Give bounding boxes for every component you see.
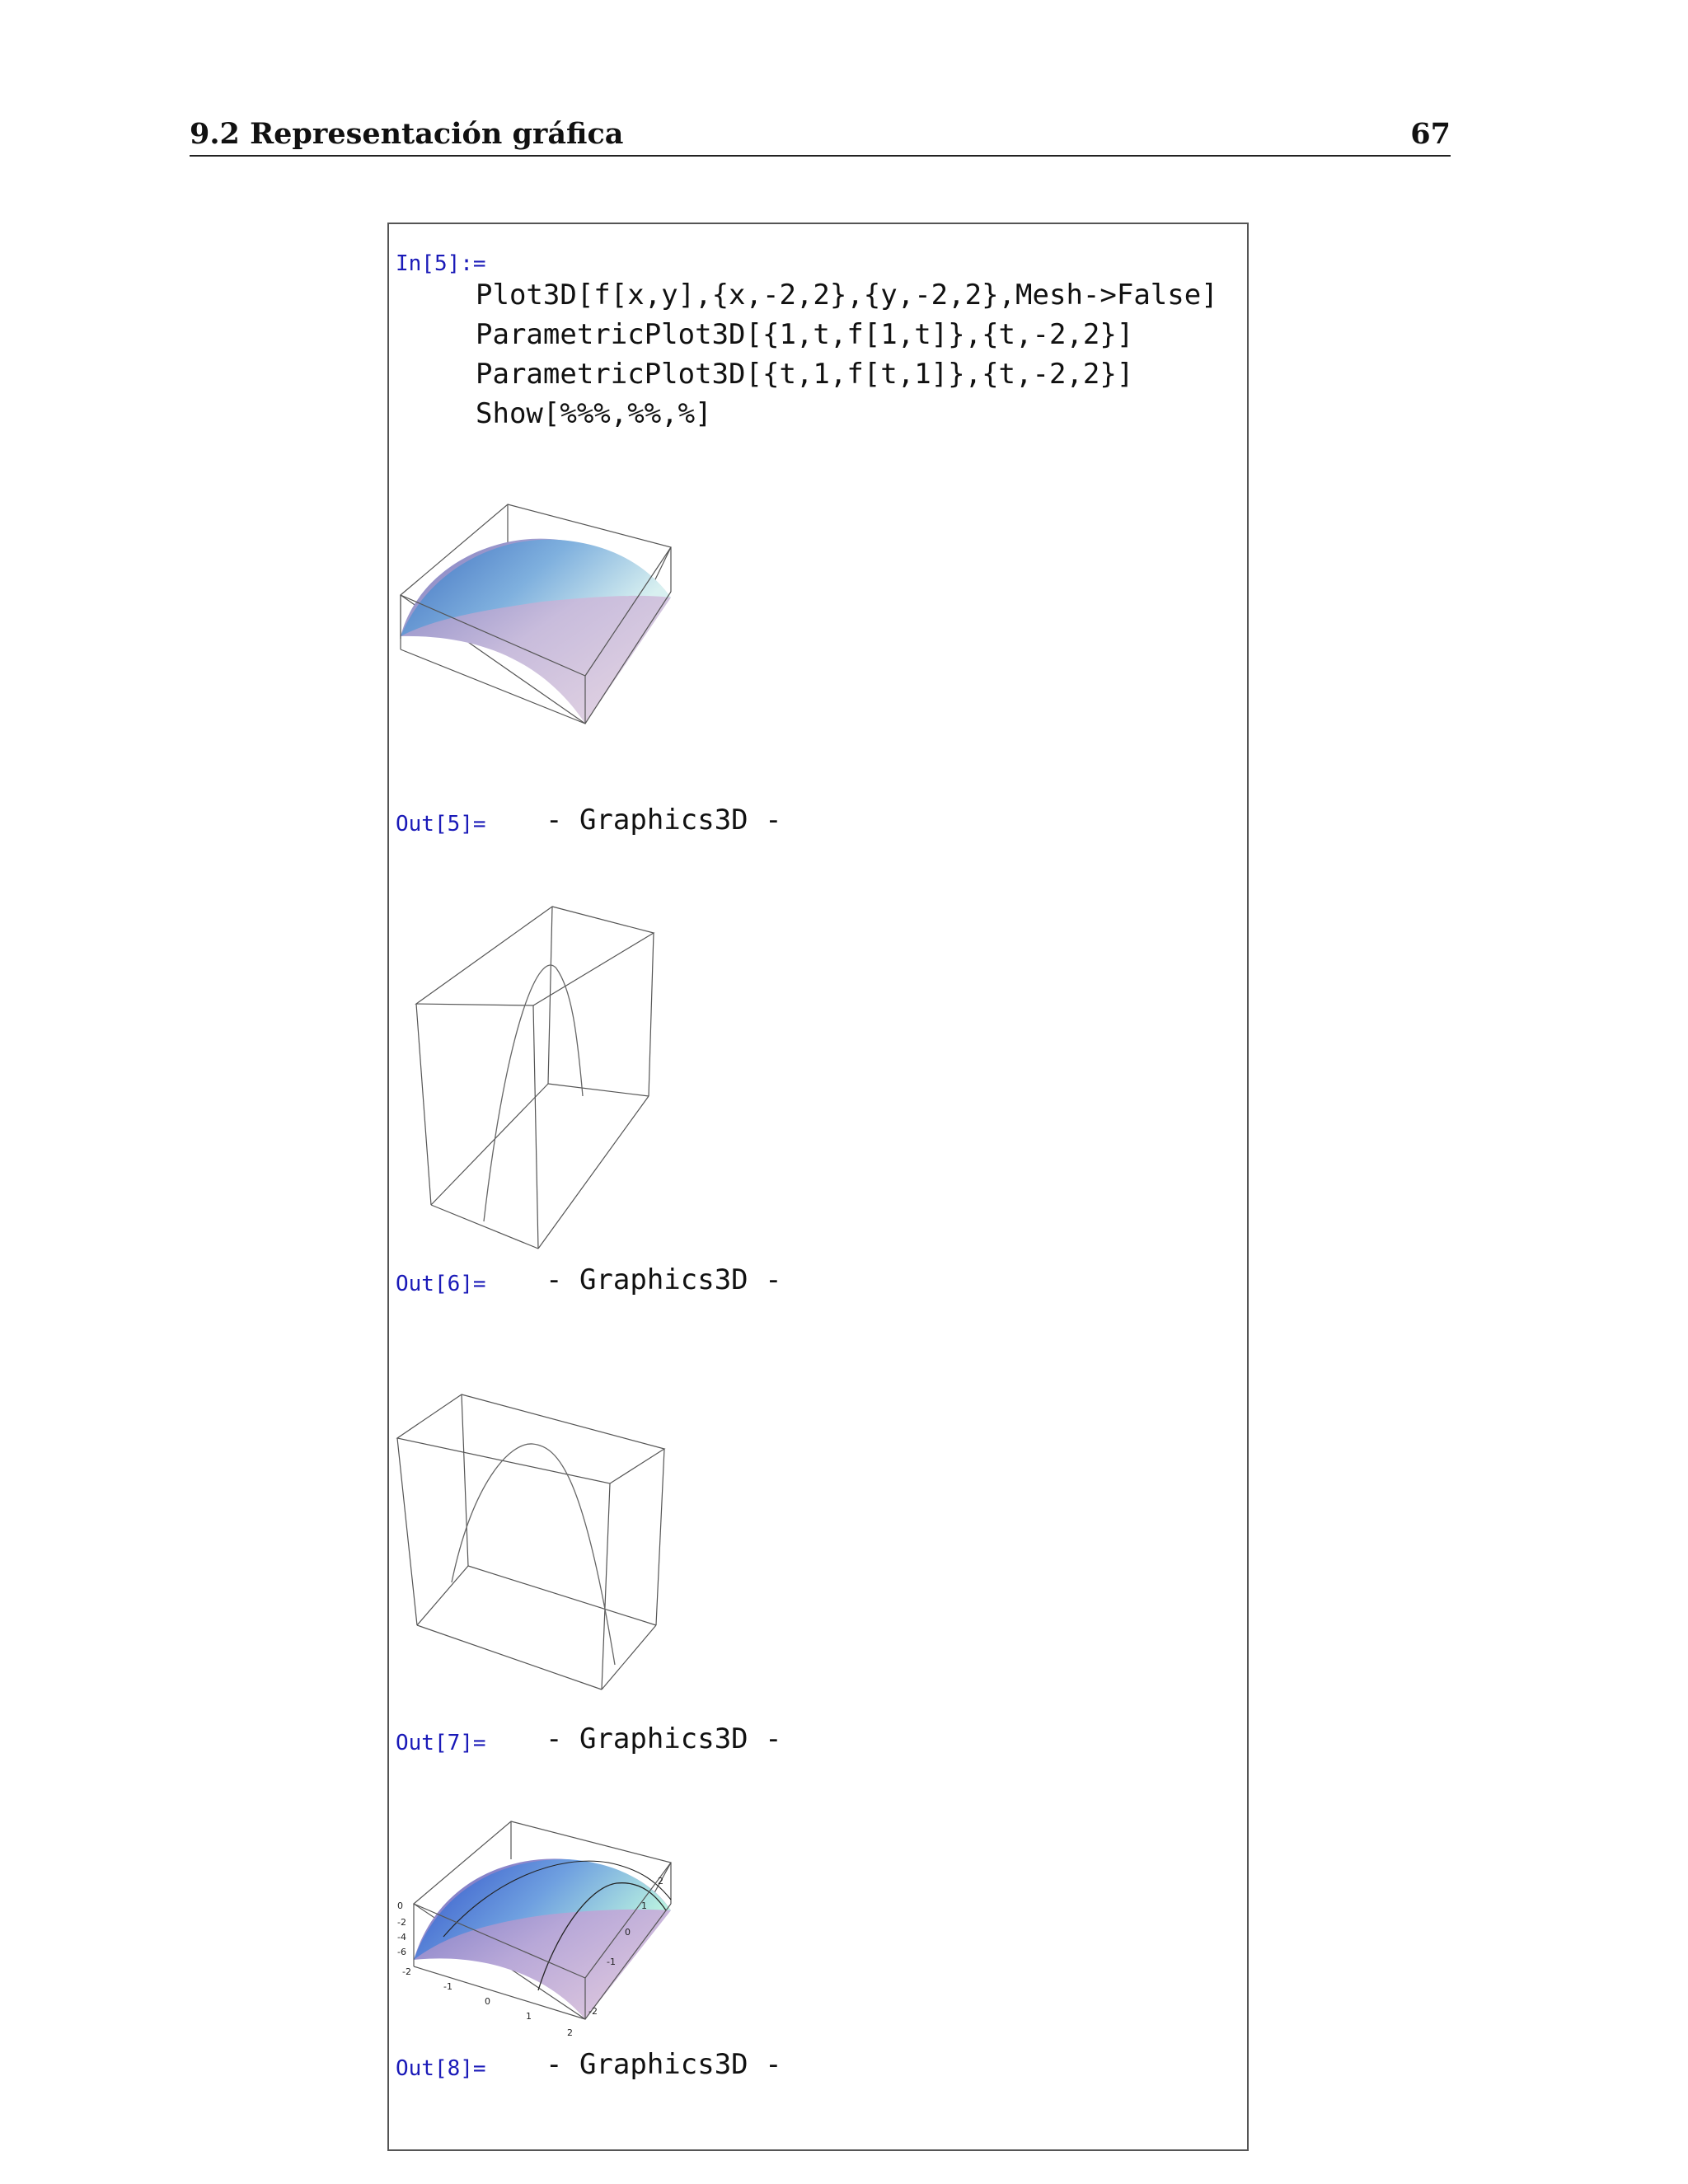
y-tick: 2 [658,1876,663,1886]
x-tick: 0 [485,1996,490,2007]
z-tick: 0 [397,1900,403,1911]
x-tick: -2 [402,1966,411,1977]
x-tick: 2 [567,2027,573,2038]
code-line-2[interactable]: ParametricPlot3D[{1,t,f[1,t]},{t,-2,2}] [476,318,1134,351]
output-value-6[interactable]: - Graphics3D - [546,1263,782,1296]
code-line-4[interactable]: Show[%%%,%%,%] [476,397,712,430]
input-label: In[5]:= [396,251,486,276]
output-value-8[interactable]: - Graphics3D - [546,2048,782,2081]
output-label-5: Out[5]= [396,812,486,837]
surface-plot-1 [394,494,691,750]
y-tick: -2 [588,2006,598,2017]
output-label-7: Out[7]= [396,1731,486,1755]
combined-plot-8 [394,1813,707,2044]
output-value-7[interactable]: - Graphics3D - [546,1722,782,1755]
x-tick: -1 [443,1981,452,1992]
y-tick: 1 [641,1900,647,1911]
x-tick: 1 [526,2011,532,2022]
y-tick: -1 [607,1957,616,1967]
z-tick: -4 [397,1932,406,1943]
parametric-plot-2 [408,898,672,1261]
page-header [190,115,1451,157]
code-line-3[interactable]: ParametricPlot3D[{t,1,f[t,1]},{t,-2,2}] [476,358,1134,391]
code-line-1[interactable]: Plot3D[f[x,y],{x,-2,2},{y,-2,2},Mesh->False] [476,279,1218,312]
y-tick: 0 [625,1927,631,1938]
parametric-plot-3 [394,1385,674,1698]
section-title: 9.2 Representación gráfica [190,117,624,151]
z-tick: -2 [397,1917,406,1928]
page-number: 67 [1410,117,1451,151]
output-label-8: Out[8]= [396,2056,486,2081]
output-label-6: Out[6]= [396,1272,486,1296]
output-value-5[interactable]: - Graphics3D - [546,804,782,837]
z-tick: -6 [397,1947,406,1957]
